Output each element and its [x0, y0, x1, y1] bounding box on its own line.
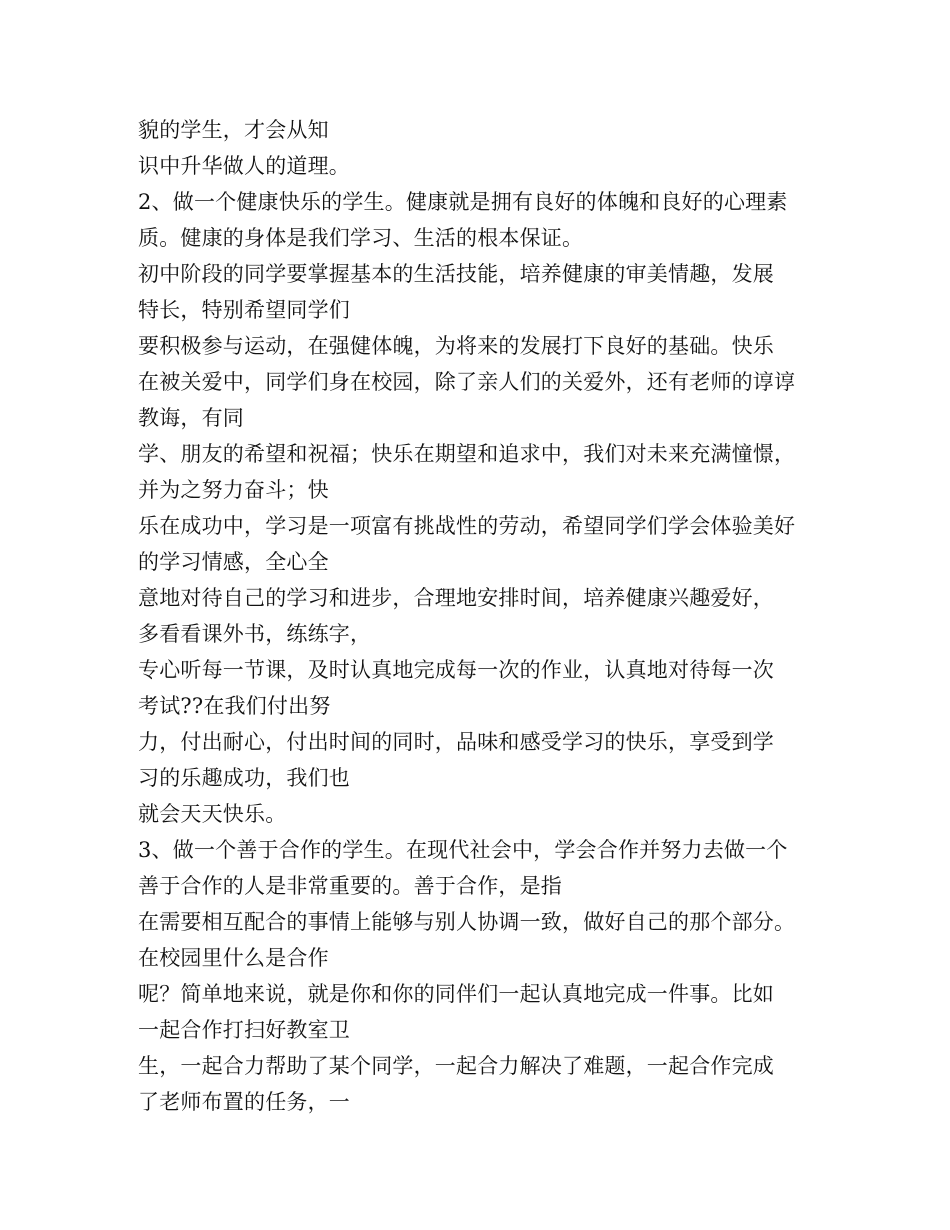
- text-line: 习的乐趣成功，我们也: [138, 766, 350, 790]
- text-line: 的学习情感，全心全: [138, 550, 329, 574]
- document-body: [138, 112, 838, 1120]
- text-line: 力，付出耐心，付出时间的同时，品味和感受学习的快乐，享受到学: [138, 730, 774, 754]
- text-line: 在校园里什么是合作: [138, 946, 329, 970]
- text-line: 专心听每一节课，及时认真地完成每一次的作业，认真地对待每一次: [138, 658, 774, 682]
- text-line: 善于合作的人是非常重要的。善于合作，是指: [138, 874, 562, 898]
- text-line: 识中升华做人的道理。: [138, 154, 350, 178]
- text-line: 并为之努力奋斗；快: [138, 478, 329, 502]
- text-line: 在被关爱中，同学们身在校园，除了亲人们的关爱外，还有老师的谆谆: [138, 370, 796, 394]
- text-line: 乐在成功中，学习是一项富有挑战性的劳动，希望同学们学会体验美好: [138, 514, 796, 538]
- text-line: 貌的学生，才会从知: [138, 118, 329, 142]
- text-line: 初中阶段的同学要掌握基本的生活技能，培养健康的审美情趣，发展: [138, 262, 774, 286]
- text-line: 要积极参与运动，在强健体魄，为将来的发展打下良好的基础。快乐: [138, 334, 774, 358]
- text-line: 教诲，有同: [138, 406, 244, 430]
- text-line: 3、做一个善于合作的学生。在现代社会中，学会合作并努力去做一个: [138, 838, 788, 862]
- text-line: 呢？简单地来说，就是你和你的同伴们一起认真地完成一件事。比如: [138, 982, 774, 1006]
- text-line: 多看看课外书，练练字，: [138, 622, 372, 646]
- text-line: 特长，特别希望同学们: [138, 298, 350, 322]
- text-line: 生，一起合力帮助了某个同学，一起合力解决了难题，一起合作完成: [138, 1054, 774, 1078]
- text-line: 质。健康的身体是我们学习、生活的根本保证。: [138, 226, 584, 250]
- text-line: 2、做一个健康快乐的学生。健康就是拥有良好的体魄和良好的心理素: [138, 190, 788, 214]
- text-line: 就会天天快乐。: [138, 802, 287, 826]
- text-line: 一起合作打扫好教室卫: [138, 1018, 350, 1042]
- text-line: 在需要相互配合的事情上能够与别人协调一致，做好自己的那个部分。: [138, 910, 796, 934]
- text-line: 意地对待自己的学习和进步，合理地安排时间，培养健康兴趣爱好，: [138, 586, 774, 610]
- text-line: 考试??在我们付出努: [138, 694, 331, 718]
- text-line: 了老师布置的任务，一: [138, 1090, 350, 1114]
- text-line: 学、朋友的希望和祝福；快乐在期望和追求中，我们对未来充满憧憬，: [138, 442, 796, 466]
